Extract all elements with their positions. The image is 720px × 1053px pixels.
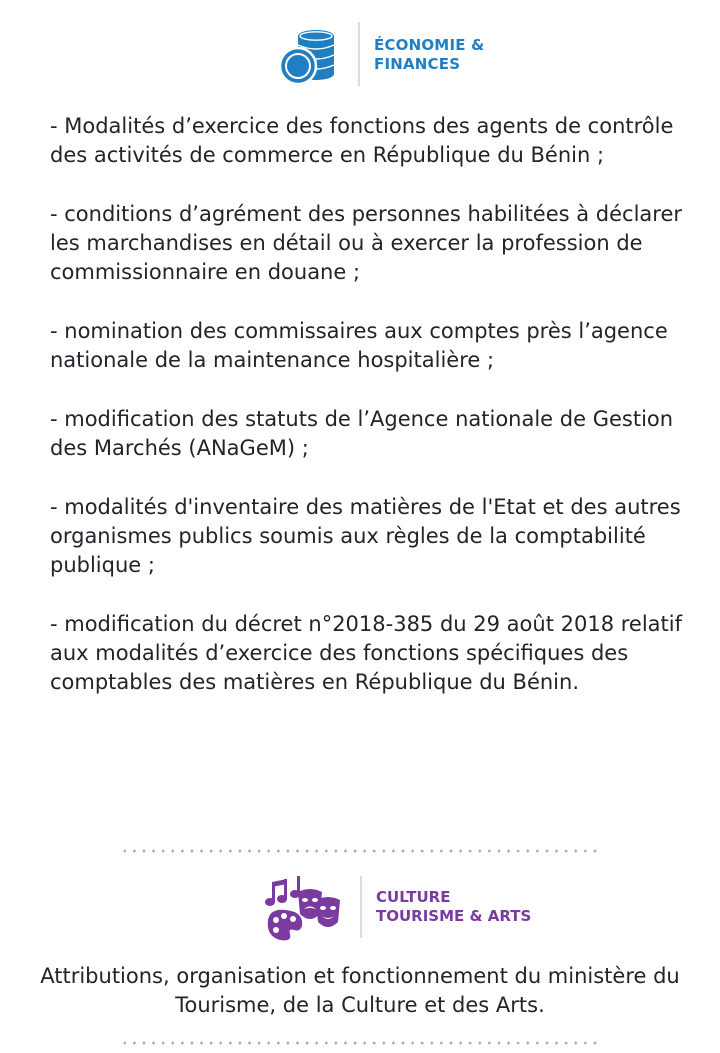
economy-title-line2: FINANCES bbox=[374, 55, 461, 73]
list-item: - modification du décret n°2018-385 du 29 août 2018 relatif aux modalités d’exercice des fonctions spécifiques des comptables des matières en République du Bénin. bbox=[50, 612, 682, 694]
culture-section-header bbox=[0, 870, 720, 942]
culture-title-line2: TOURISME & ARTS bbox=[376, 907, 532, 925]
culture-title bbox=[376, 888, 531, 926]
list-item: - nomination des commissaires aux comptes près l’agence nationale de la maintenance hospitalière ; bbox=[50, 319, 668, 372]
economy-title bbox=[374, 36, 484, 74]
coins-stack-icon bbox=[278, 24, 340, 86]
culture-title-line1: CULTURE bbox=[376, 888, 451, 906]
dotted-divider bbox=[120, 1040, 600, 1046]
music-theater-palette-icon bbox=[264, 874, 344, 946]
economy-item-list bbox=[50, 112, 690, 727]
economy-section-header bbox=[0, 18, 720, 90]
list-item: - Modalités d’exercice des fonctions des agents de contrôle des activités de commerce en République du Bénin ; bbox=[50, 114, 674, 167]
culture-description: Attributions, organisation et fonctionnement du ministère du Tourisme, de la Culture et des Arts. bbox=[40, 964, 680, 1017]
list-item: - modification des statuts de l’Agence nationale de Gestion des Marchés (ANaGeM) ; bbox=[50, 407, 674, 460]
list-item: - conditions d’agrément des personnes habilitées à déclarer les marchandises en détail ou à exercer la profession de commissionnaire en douane ; bbox=[50, 202, 683, 284]
header-divider bbox=[358, 22, 360, 86]
list-item: - modalités d'inventaire des matières de l'Etat et des autres organismes publics soumis aux règles de la comptabilité publique ; bbox=[50, 495, 681, 577]
economy-title-line1: ÉCONOMIE & bbox=[374, 36, 485, 54]
header-divider bbox=[360, 876, 362, 938]
dotted-divider bbox=[120, 848, 600, 854]
